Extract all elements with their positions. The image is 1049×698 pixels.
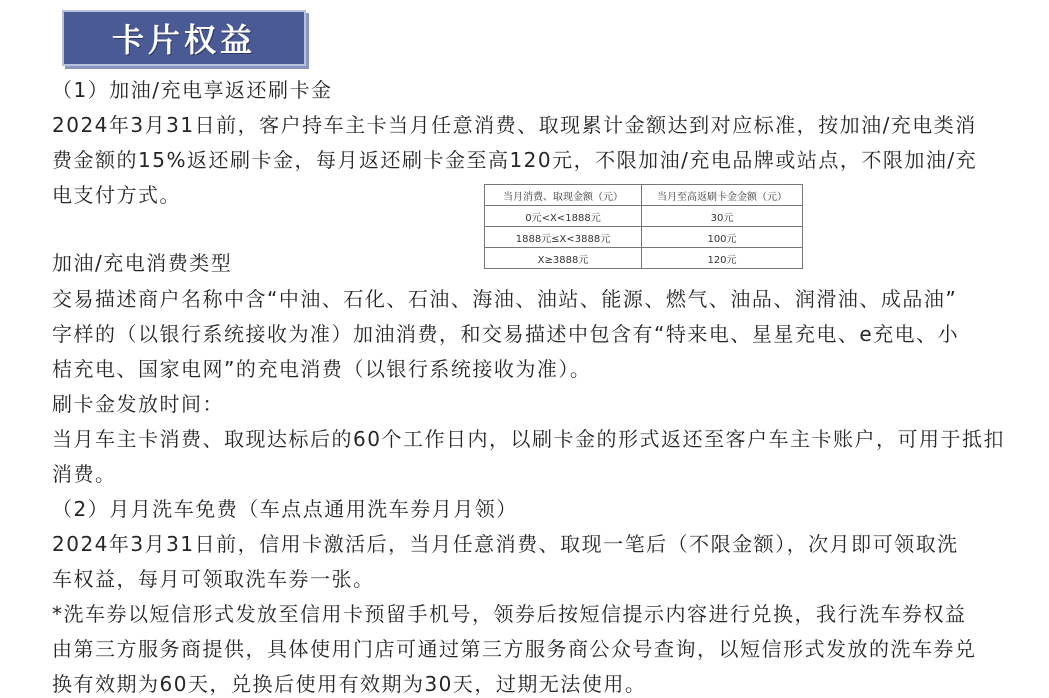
paragraph-line: 2024年3月31日前，客户持车主卡当月任意消费、取现累计金额达到对应标准，按加油/充电类消 [52, 113, 977, 137]
section-title: 卡片权益 [111, 21, 256, 59]
table-cell: 100元 [642, 227, 803, 248]
paragraph-line: 电支付方式。 [52, 183, 181, 207]
paragraph-line: 费金额的15%返还刷卡金，每月返还刷卡金至高120元，不限加油/充电品牌或站点，不限加油/充 [52, 148, 978, 172]
paragraph-line: 交易描述商户名称中含“中油、石化、石油、海油、油站、能源、燃气、油品、润滑油、成品油” [52, 287, 958, 311]
table-cell: 120元 [642, 248, 803, 269]
table-header: 当月消费、取现金额（元） [485, 185, 642, 206]
note-line: 由第三方服务商提供，具体使用门店可通过第三方服务商公众号查询，以短信形式发放的洗车券兑 [52, 637, 977, 661]
table-cell: 1888元≤X<3888元 [485, 227, 642, 248]
table-header: 当月至高返刷卡金金额（元） [642, 185, 803, 206]
note-line: *洗车券以短信形式发放至信用卡预留手机号，领券后按短信提示内容进行兑换，我行洗车券权益 [52, 602, 967, 626]
subheading-consumption-type: 加油/充电消费类型 [52, 251, 233, 275]
paragraph-line: 当月车主卡消费、取现达标后的60个工作日内，以刷卡金的形式返还至客户车主卡账户，可用于抵扣 [52, 427, 1005, 451]
section-title-banner [62, 10, 306, 66]
paragraph-line: 车权益，每月可领取洗车券一张。 [52, 567, 375, 591]
reward-tier-table [484, 184, 803, 269]
table-row [485, 206, 803, 227]
table-cell: 0元<X<1888元 [485, 206, 642, 227]
note-line: 换有效期为60天，兑换后使用有效期为30天，过期无法使用。 [52, 672, 647, 696]
paragraph-line: 2024年3月31日前，信用卡激活后，当月任意消费、取现一笔后（不限金额），次月即可领取洗 [52, 532, 959, 556]
subheading-issue-time: 刷卡金发放时间： [52, 392, 224, 416]
paragraph-line: 消费。 [52, 462, 117, 486]
paragraph-line: 桔充电、国家电网”的充电消费（以银行系统接收为准）。 [52, 357, 592, 381]
table-row [485, 227, 803, 248]
table-cell: X≥3888元 [485, 248, 642, 269]
heading-car-wash: （2）月月洗车免费（车点点通用洗车券月月领） [52, 497, 518, 521]
table-row [485, 248, 803, 269]
table-header-row [485, 185, 803, 206]
heading-fuel-charging: （1）加油/充电享返还刷卡金 [52, 78, 333, 102]
table-cell: 30元 [642, 206, 803, 227]
paragraph-line: 字样的（以银行系统接收为准）加油消费，和交易描述中包含有“特来电、星星充电、e充电、小 [52, 322, 960, 346]
